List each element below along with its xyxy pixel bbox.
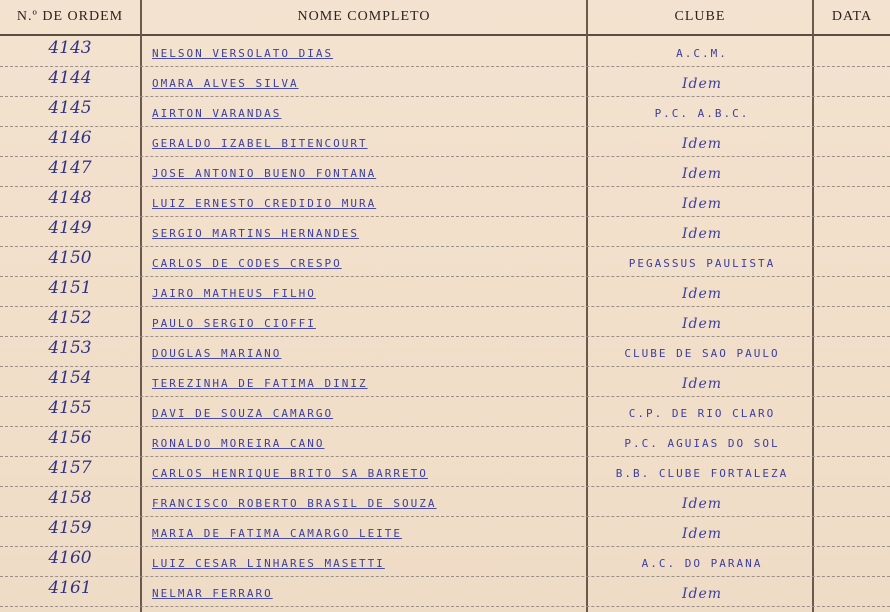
clube-name: Idem (681, 526, 723, 542)
nome-completo: TEREZINHA DE FATIMA DINIZ (152, 377, 368, 390)
data-cell (818, 306, 888, 336)
nome-completo: NELMAR FERRARO (152, 587, 273, 600)
data-cell (818, 396, 888, 426)
ordem-number: 4145 (48, 98, 92, 118)
header-data: DATA (831, 9, 873, 24)
nome-completo: SERGIO MARTINS HERNANDES (152, 227, 359, 240)
clube-name: Idem (681, 316, 723, 332)
nome-completo: RONALDO MOREIRA CANO (152, 437, 325, 450)
clube-name: Idem (681, 196, 723, 212)
clube-name: A.C. DO PARANA (641, 557, 763, 570)
data-cell (818, 96, 888, 126)
nome-completo: FRANCISCO ROBERTO BRASIL DE SOUZA (152, 497, 437, 510)
data-cell (818, 246, 888, 276)
ordem-number: 4159 (48, 518, 92, 538)
nome-completo: OMARA ALVES SILVA (152, 77, 299, 90)
data-cell (818, 276, 888, 306)
table-row (0, 456, 890, 487)
nome-completo: GERALDO IZABEL BITENCOURT (152, 137, 368, 150)
table-row (0, 306, 890, 337)
clube-name: P.C. A.B.C. (654, 107, 750, 120)
data-cell (818, 576, 888, 606)
ordem-number: 4151 (48, 278, 92, 298)
nome-completo: LUIZ CESAR LINHARES MASETTI (152, 557, 385, 570)
data-cell (818, 366, 888, 396)
data-cell (818, 126, 888, 156)
data-cell (818, 36, 888, 66)
clube-name: Idem (681, 226, 723, 242)
table-row (0, 336, 890, 367)
ordem-number: 4149 (48, 218, 92, 238)
data-cell (818, 486, 888, 516)
clube-name: C.P. DE RIO CLARO (628, 407, 776, 420)
clube-name: Idem (681, 166, 723, 182)
clube-name: B.B. CLUBE FORTALEZA (615, 467, 789, 480)
nome-completo: LUIZ ERNESTO CREDIDIO MURA (152, 197, 377, 210)
ordem-number: 4147 (48, 158, 92, 178)
ordem-number: 4146 (48, 128, 92, 148)
table-row (0, 576, 890, 607)
header-clube: CLUBE (674, 9, 726, 24)
nome-completo: NELSON VERSOLATO DIAS (152, 47, 334, 60)
table-row (0, 366, 890, 397)
table-row (0, 426, 890, 457)
nome-completo: CARLOS DE CODES CRESPO (152, 257, 342, 270)
ordem-number: 4143 (48, 38, 92, 58)
nome-completo: AIRTON VARANDAS (152, 107, 282, 120)
clube-name: Idem (681, 496, 723, 512)
ordem-number: 4152 (48, 308, 92, 328)
table-row (0, 96, 890, 127)
table-row (0, 36, 890, 67)
header-nome: NOME COMPLETO (297, 9, 431, 24)
clube-name: A.C.M. (676, 47, 728, 60)
clube-name: PEGASSUS PAULISTA (628, 257, 776, 270)
clube-name: P.C. AGUIAS DO SOL (624, 437, 780, 450)
data-cell (818, 186, 888, 216)
ordem-number: 4155 (48, 398, 92, 418)
ordem-number: 4157 (48, 458, 92, 478)
data-cell (818, 426, 888, 456)
ordem-number: 4158 (48, 488, 92, 508)
ordem-number: 4144 (48, 68, 92, 88)
nome-completo: MARIA DE FATIMA CAMARGO LEITE (152, 527, 403, 540)
header-ordem: N.º DE ORDEM (16, 9, 124, 24)
data-cell (818, 516, 888, 546)
nome-completo: JAIRO MATHEUS FILHO (152, 287, 316, 300)
clube-name: Idem (681, 76, 723, 92)
ordem-number: 4161 (48, 578, 92, 598)
table-row (0, 186, 890, 217)
table-row (0, 126, 890, 157)
clube-name: Idem (681, 136, 723, 152)
clube-name: CLUBE DE SAO PAULO (624, 347, 780, 360)
ordem-number: 4156 (48, 428, 92, 448)
table-row (0, 156, 890, 187)
table-row (0, 516, 890, 547)
table-row (0, 396, 890, 427)
data-cell (818, 216, 888, 246)
clube-name: Idem (681, 586, 723, 602)
table-header (0, 0, 890, 36)
table-row (0, 486, 890, 517)
clube-name: Idem (681, 376, 723, 392)
table-row (0, 546, 890, 577)
nome-completo: PAULO SERGIO CIOFFI (152, 317, 316, 330)
ordem-number: 4160 (48, 548, 92, 568)
table-row (0, 66, 890, 97)
data-cell (818, 336, 888, 366)
nome-completo: CARLOS HENRIQUE BRITO SA BARRETO (152, 467, 428, 480)
nome-completo: DAVI DE SOUZA CAMARGO (152, 407, 334, 420)
ordem-number: 4148 (48, 188, 92, 208)
clube-name: Idem (681, 286, 723, 302)
table-row (0, 246, 890, 277)
ordem-number: 4154 (48, 368, 92, 388)
table-row (0, 216, 890, 247)
data-cell (818, 66, 888, 96)
ordem-number: 4150 (48, 248, 92, 268)
data-cell (818, 546, 888, 576)
data-cell (818, 456, 888, 486)
nome-completo: JOSE ANTONIO BUENO FONTANA (152, 167, 377, 180)
table-row (0, 276, 890, 307)
nome-completo: DOUGLAS MARIANO (152, 347, 282, 360)
data-cell (818, 156, 888, 186)
ordem-number: 4153 (48, 338, 92, 358)
